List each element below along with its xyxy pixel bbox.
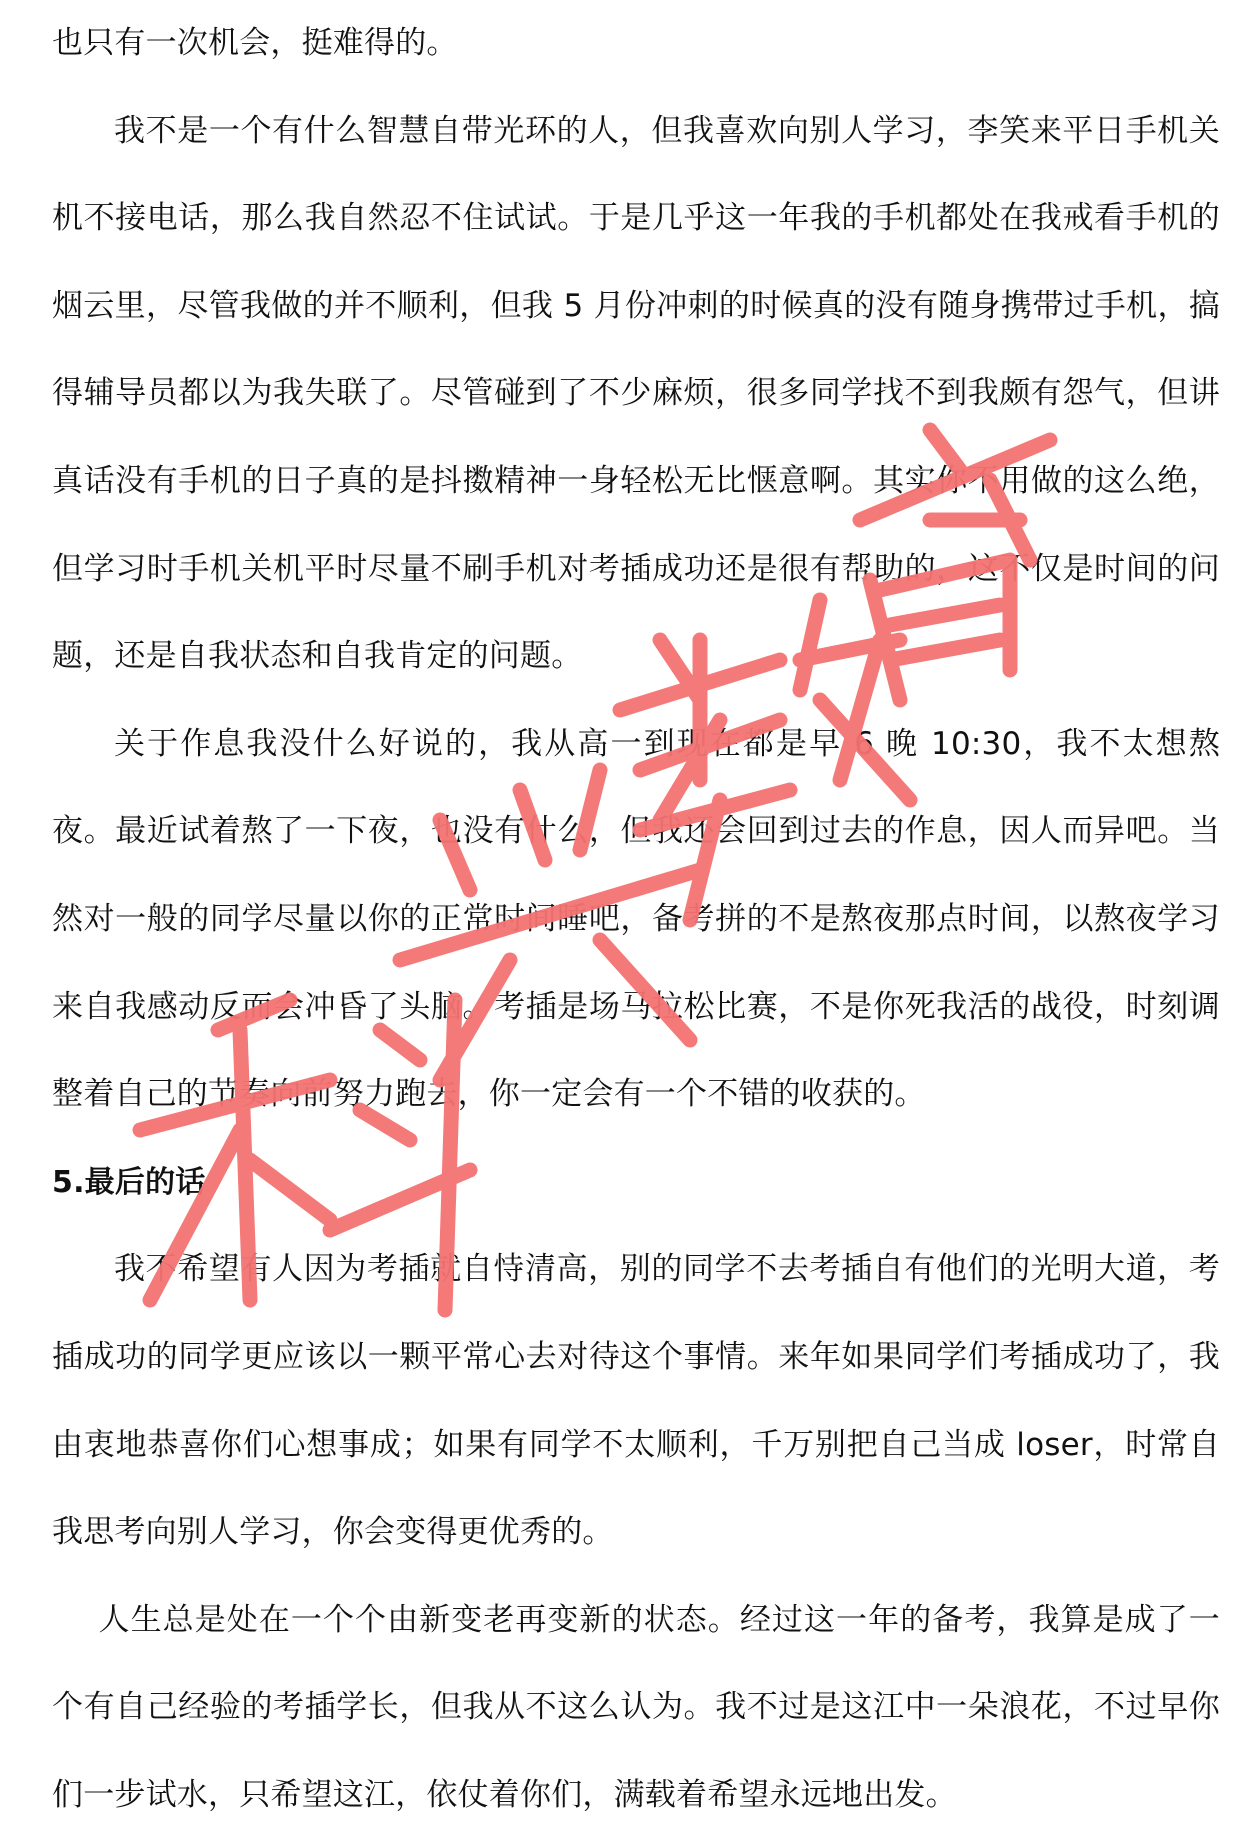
paragraph-final-words: 我不希望有人因为考插就自恃清高，别的同学不去考插自有他们的光明大道，考插成功的同学更应该以一颗平常心去对待这个事情。来年如果同学们考插成功了，我由衷地恭喜你们心想事成；如果有同学不太顺利，千万别把自己当成 loser，时常自我思考向别人学习，你会变得更优秀的。 <box>52 1251 1220 1551</box>
paragraph-schedule: 关于作息我没什么好说的，我从高一到现在都是早 6 晚 10:30，我不太想熬夜。最近试着熬了一下夜，也没有什么，但我还会回到过去的作息，因人而异吧。当然对一般的同学尽量以你的正常时间睡吧，备考拼的不是熬夜那点时间，以熬夜学习来自我感动反而会冲昏了头脑。考插是场马拉松比赛，不是你死我活的战役，时刻调整着自己的节奏向前努力跑去，你一定会有一个不错的收获的。 <box>52 725 1220 1113</box>
paragraph-continuation: 也只有一次机会，挺难得的。 <box>52 25 458 61</box>
paragraph-phone-habit: 我不是一个有什么智慧自带光环的人，但我喜欢向别人学习，李笑来平日手机关机不接电话，那么我自然忍不住试试。于是几乎这一年我的手机都处在我戒看手机的烟云里，尽管我做的并不顺利，但我 5 月份冲刺的时候真的没有随身携带过手机，搞得辅导员都以为我失联了。尽管碰到了不少麻烦，很多同学找不到我颇有怨气，但讲真话没有手机的日子真的是抖擞精神一身轻松无比惬意啊。其实你不用做的这么绝，但学习时手机关机平时尽量不刷手机对考插成功还是很有帮助的，这不仅是时间的问题，还是自我状态和自我肯定的问题。 <box>52 112 1220 675</box>
paragraph-closing: 人生总是处在一个个由新变老再变新的状态。经过这一年的备考，我算是成了一个有自己经验的考插学长，但我从不这么认为。我不过是这江中一朵浪花，不过早你们一步试水，只希望这江，依仗着你们，满载着希望永远地出发。 <box>52 1601 1220 1813</box>
document-body <box>52 0 1220 1839</box>
section-heading: 5.最后的话 <box>52 1164 206 1200</box>
